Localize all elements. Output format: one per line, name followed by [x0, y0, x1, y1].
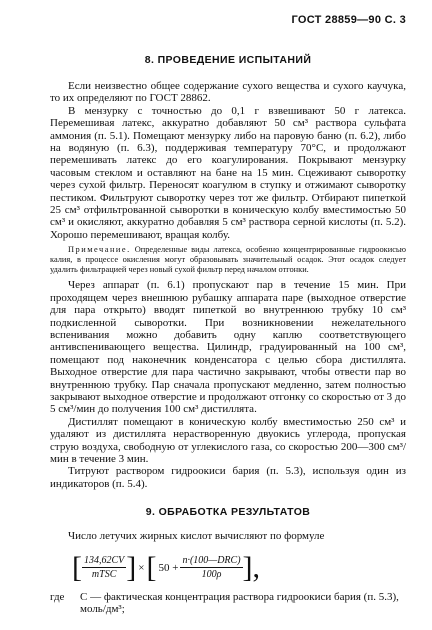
note-label: Примечание. [68, 245, 131, 255]
fraction-2 [180, 555, 242, 580]
section-8-paragraph-4: Дистиллят помещают в коническую колбу вместимостью 250 см³ и удаляют из дистиллята нерастворенную двуокись углерода, пропуская струю воздуха, свободную от углекислого газа, со скоростью 200—300 см³/мин в течение 3 мин. [50, 415, 406, 465]
right-bracket-2: ], [242, 550, 261, 584]
where-definition: C — фактическая концентрация раствора гидроокиси бария (п. 5.3), моль/дм³; [80, 590, 399, 615]
left-bracket-2: [ [146, 550, 157, 584]
section-9-title: 9. ОБРАБОТКА РЕЗУЛЬТАТОВ [145, 506, 311, 519]
formula [72, 550, 406, 584]
where-label: где [50, 590, 65, 603]
left-bracket: [ [72, 550, 82, 584]
section-8-paragraph-5: Титруют раствором гидроокиси бария (п. 5.3), используя один из индикаторов (п. 5.4). [50, 465, 406, 490]
fraction-1 [82, 555, 126, 580]
fraction-2-denominator: 100ρ [201, 569, 222, 581]
page-header: ГОСТ 28859—90 С. 3 [291, 14, 406, 26]
fraction-1-numerator: 134,62CV [84, 555, 125, 567]
fifty-plus: 50 + [158, 561, 179, 574]
fraction-2-numerator: n·(100—DRC) [182, 555, 241, 567]
fraction-1-denominator: mTSC [91, 569, 117, 581]
note-text: Определенные виды латекса, особенно концентрированные гидроокисью калия, в процессе окисления могут образовывать значительный осадок. Этот осадок следует удалить фильтрацией через новый сухой фильтр перед началом отгонки. [50, 245, 406, 275]
section-8-note [50, 245, 406, 275]
where-clause [50, 591, 406, 616]
section-8-title: 8. ПРОВЕДЕНИЕ ИСПЫТАНИЙ [144, 54, 312, 66]
right-bracket: ] [126, 550, 137, 584]
page-content [50, 54, 406, 615]
times-sign: × [138, 561, 145, 574]
section-8-paragraph-2: В мензурку с точностью до 0,1 г взвешивают 50 г латекса. Перемешивая латекс, аккуратно добавляют 50 см³ раствора сульфата аммония (п. 5.1). Помещают мензурку либо на паровую баню (п. 6.2), либо на водяную (п. 6.3), поддерживая температуру 70°С, и продолжают перемешивать латекс до его коагулирования. Покрывают мензурку часовым стеклом и оставляют на бане на 15 мин. Сцеживают сыворотку через сухой фильтр. Переносят коагулюм в ступку и отжимают сыворотку пестиком. Фильтруют сыворотку через тот же фильтр. Отбирают пипеткой 25 см³ отфильтрованной сыворотки в коническую колбу вместимостью 50 см³ и окисляют, аккуратно добавляя 5 см³ раствора серной кислоты (п. 5.2). Хорошо перемешивают, вращая колбу. [50, 104, 406, 241]
section-9-paragraph-1: Число летучих жирных кислот вычисляют по формуле [68, 530, 325, 543]
section-8-paragraph-1: Если неизвестно общее содержание сухого вещества и сухого каучука, то их определяют по ГОСТ 28862. [50, 80, 406, 105]
section-8-paragraph-3: Через аппарат (п. 6.1) пропускают пар в течение 15 мин. При проходящем через внешнюю рубашку аппарата паре (выходное отверстие для пара открыто) вводят пипеткой во внутреннюю трубку 10 см³ подкисленной сыворотки. При возникновении нежелательного вспенивания можно добавить одну каплю соответствующего антивспенивающего вещества. Цилиндр, градуированный на 100 см³, помещают под наконечник конденсатора с целью сбора дистиллята. Выходное отверстие для пара частично закрывают, чтобы отвести пар во внутреннюю трубку. Пар сначала пропускают медленно, затем полностью закрывают выходное отверстие и продолжают отгонку со скоростью от 3 до 5 см³/мин до получения 100 см³ дистиллята. [50, 279, 406, 416]
